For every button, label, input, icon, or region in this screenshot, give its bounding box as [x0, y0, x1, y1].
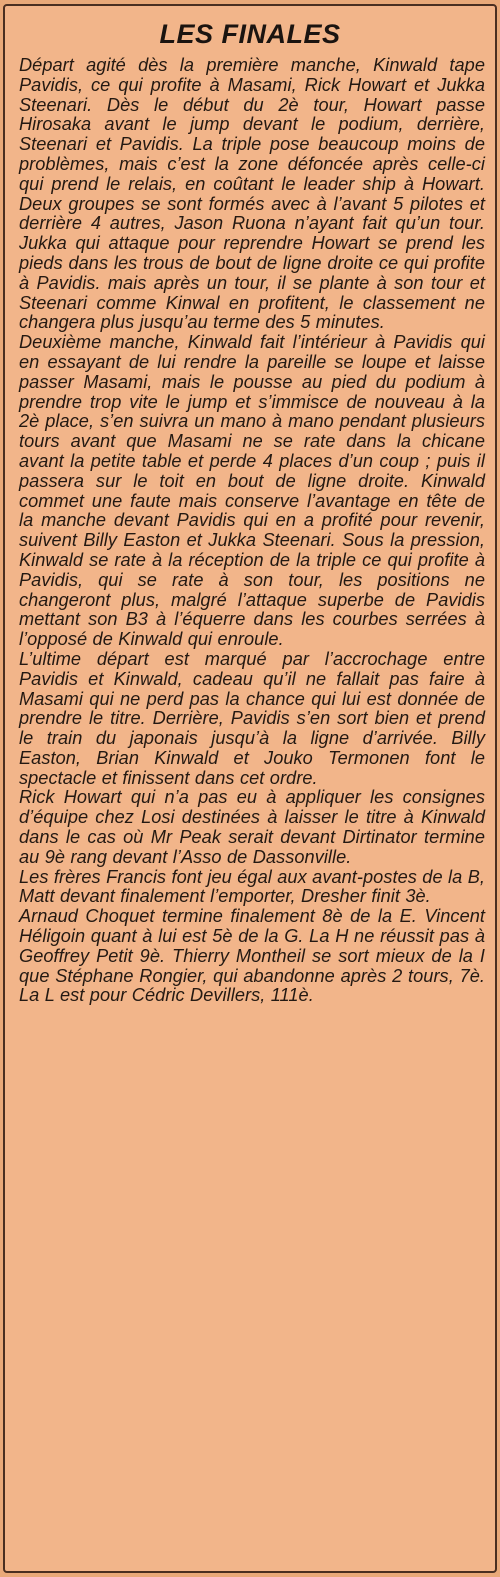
article-body	[5, 56, 495, 1006]
paragraph-first-heat: Départ agité dès la première manche, Kinwald tape Pavidis, ce qui profite à Masami, Rick Howart et Jukka Steenari. Dès le début du 2è tour, Howart passe Hirosaka avant le jump devant le podium, derrière, Steenari et Pavidis. La triple pose beaucoup moins de problèmes, mais c’est la zone défoncée après celle-ci qui prend le relais, en coûtant le leader ship à Howart. Deux groupes se sont formés avec à l’avant 5 pilotes et derrière 4 autres, Jason Ruona n’ayant fait qu’un tour. Jukka qui attaque pour reprendre Howart se prend les pieds dans les trous de bout de ligne droite ce qui profite à Pavidis. mais après un tour, il se plante à son tour et Steenari comme Kinwal en profitent, le classement ne changera plus jusqu’au terme des 5 minutes.	[19, 55, 485, 333]
article-box	[3, 4, 497, 1573]
paragraph-final-heat: L’ultime départ est marqué par l’accrochage entre Pavidis et Kinwald, cadeau qu’il ne fallait pas faire à Masami qui ne perd pas la chance qui lui est donnée de prendre le titre. Derrière, Pavidis s’en sort bien et prend le train du japonais jusqu’à la ligne d’arrivée. Billy Easton, Brian Kinwald et Jouko Termonen font le spectacle et finissent dans cet ordre.	[19, 648, 485, 788]
article-title: LES FINALES	[159, 19, 341, 49]
paragraph-other-finals: Arnaud Choquet termine finalement 8è de la E. Vincent Héligoin quant à lui est 5è de la G. La H ne réussit pas à Geoffrey Petit 9è. Thierry Montheil se sort mieux de la I que Stéphane Rongier, qui abandonne après 2 tours, 7è. La L est pour Cédric Devillers, 111è.	[19, 906, 485, 1006]
paragraph-francis-brothers: Les frères Francis font jeu égal aux avant-postes de la B, Matt devant finalement l’emporter, Dresher finit 3è.	[19, 866, 485, 907]
paragraph-howart: Rick Howart qui n’a pas eu à appliquer les consignes d’équipe chez Losi destinées à laisser le titre à Kinwald dans le cas où Mr Peak serait devant Dirtinator termine au 9è rang devant l’Asso de Dassonville.	[19, 787, 485, 867]
paragraph-second-heat: Deuxième manche, Kinwald fait l’intérieur à Pavidis qui en essayant de lui rendre la pareille se loupe et laisse passer Masami, mais le pousse au pied du podium à prendre trop vite le jump et s’immisce de nouveau à la 2è place, s’en suivra un mano à mano pendant plusieurs tours avant que Masami ne se rate dans la chicane avant la petite table et perde 4 places d’un coup ; puis il passera sur le toit en bout de ligne droite. Kinwald commet une faute mais conserve l’avantage en tête de la manche devant Pavidis qui en a profité pour revenir, suivent Billy Easton et Jukka Steenari. Sous la pression, Kinwald se rate à la réception de la triple ce qui profite à Pavidis, qui se rate à son tour, les positions ne changeront plus, malgré l’attaque superbe de Pavidis mettant son B3 à l’équerre dans les courbes serrées à l’opposé de Kinwald qui enroule.	[19, 332, 485, 650]
